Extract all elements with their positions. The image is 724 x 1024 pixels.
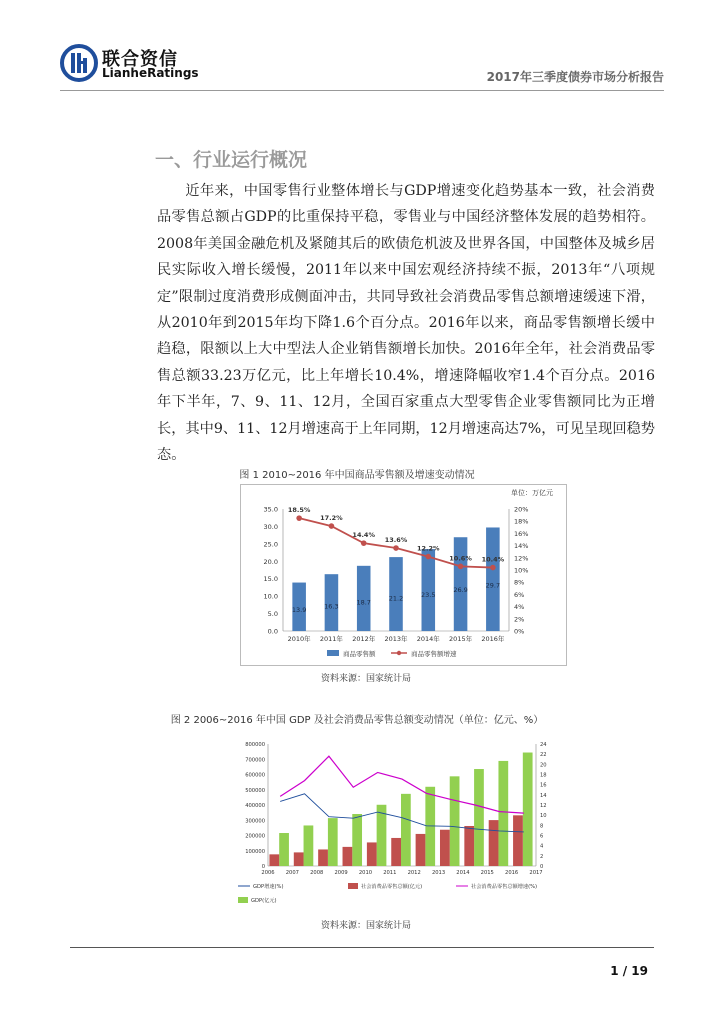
- bar-value-label: 18.7: [356, 598, 371, 607]
- growth-point: [490, 565, 496, 571]
- figure1-caption: 图 1 2010~2016 年中国商品零售额及增速变动情况: [239, 470, 475, 481]
- y2-tick-label: 16%: [514, 529, 529, 538]
- retail-bar: [440, 830, 450, 866]
- y2-tick-label: 8: [540, 823, 544, 830]
- bar: [486, 527, 500, 631]
- y2-tick-label: 20%: [514, 505, 529, 514]
- y2-tick-label: 22: [540, 752, 547, 759]
- y2-tick-label: 12%: [514, 554, 529, 563]
- growth-label: 13.6%: [384, 536, 408, 545]
- retail-bar: [318, 849, 328, 866]
- legend-swatch-line-point: [397, 651, 401, 655]
- growth-point: [329, 523, 335, 529]
- report-title: 2017年三季度债券市场分析报告: [486, 70, 664, 84]
- bar-value-label: 23.5: [421, 591, 436, 600]
- y2-tick-label: 24: [540, 742, 547, 748]
- growth-label: 10.6%: [449, 554, 472, 563]
- bar-value-label: 26.9: [453, 585, 468, 594]
- x-tick-label: 2007: [285, 870, 299, 876]
- x-tick-label: 2017: [529, 870, 543, 876]
- figure1-chart-svg: [241, 485, 566, 665]
- y2-tick-label: 0: [540, 864, 544, 870]
- y-tick-label: 15.0: [263, 575, 278, 584]
- company-logo: [60, 42, 260, 86]
- y2-tick-label: 4%: [514, 603, 525, 612]
- bar: [454, 537, 468, 631]
- x-tick-label: 2015年: [449, 635, 473, 643]
- figure2-chart: [234, 732, 570, 910]
- y2-tick-label: 16: [540, 782, 547, 789]
- y-tick-label: 700000: [245, 757, 265, 764]
- y2-tick-label: 10: [540, 813, 547, 820]
- legend-swatch-gdp: [238, 897, 248, 903]
- x-tick-label: 2014年: [416, 635, 440, 643]
- legend-label-line: 商品零售额增速: [411, 650, 457, 658]
- y-tick-label: 600000: [245, 772, 265, 779]
- y-tick-label: 30.0: [263, 522, 278, 531]
- x-tick-label: 2013: [431, 870, 446, 876]
- y2-tick-label: 18: [540, 772, 547, 779]
- gdp-bar: [450, 776, 460, 866]
- y2-tick-label: 18%: [514, 517, 529, 526]
- retail-bar: [391, 838, 401, 866]
- y-tick-label: 20.0: [263, 557, 278, 566]
- gdp-bar: [401, 794, 411, 866]
- growth-label: 17.2%: [320, 514, 343, 523]
- growth-label: 12.2%: [417, 544, 440, 553]
- x-tick-label: 2011年: [319, 635, 343, 643]
- bar: [422, 549, 436, 631]
- x-tick-label: 2016: [505, 870, 519, 876]
- figure2-source: 资料来源：国家统计局: [320, 921, 411, 931]
- retail-bar: [416, 834, 426, 866]
- legend-label-retail-growth: 社会消费品零售总额增速(%): [471, 884, 538, 890]
- y-tick-label: 400000: [245, 803, 265, 809]
- y-tick-label: 10.0: [263, 592, 278, 601]
- retail-bar: [489, 820, 499, 866]
- logo-english-name: LianheRatings: [102, 66, 199, 80]
- section-title: 一、行业运行概况: [155, 149, 308, 171]
- y2-tick-label: 4: [540, 843, 544, 850]
- retail-bar: [269, 854, 279, 866]
- bar-value-label: 29.7: [485, 581, 501, 590]
- growth-label: 10.4%: [481, 555, 505, 564]
- y2-tick-label: 6%: [514, 590, 525, 599]
- x-tick-label: 2013年: [384, 635, 408, 643]
- growth-point: [296, 515, 302, 521]
- y2-tick-label: 20: [540, 762, 547, 769]
- y2-tick-label: 0%: [514, 627, 525, 636]
- y2-tick-label: 12: [540, 803, 547, 809]
- bar-value-label: 13.9: [291, 606, 307, 615]
- x-tick-label: 2012: [407, 870, 421, 876]
- footer-divider: [70, 947, 654, 948]
- page-number: 1 / 19: [610, 964, 648, 978]
- legend-swatch-bars: [327, 650, 339, 656]
- y2-tick-label: 8%: [514, 578, 525, 587]
- retail-bar: [294, 852, 304, 866]
- legend-label-retail: 社会消费品零售总额(亿元): [361, 884, 423, 890]
- x-tick-label: 2012年: [352, 635, 376, 643]
- x-tick-label: 2011: [383, 870, 397, 876]
- retail-bar: [367, 842, 377, 866]
- growth-point: [458, 564, 464, 570]
- y-tick-label: 5.0: [267, 610, 278, 619]
- lianhe-logo-icon: [60, 44, 98, 82]
- gdp-bar: [498, 761, 508, 866]
- gdp-bar: [328, 818, 338, 866]
- gdp-bar: [352, 814, 362, 866]
- growth-point: [425, 554, 431, 560]
- retail-bar: [464, 826, 474, 866]
- header-divider: [60, 90, 664, 91]
- y-tick-label: 500000: [245, 787, 265, 794]
- gdp-bar: [474, 769, 484, 866]
- body-paragraph: 近年来，中国零售行业整体增长与GDP增速变化趋势基本一致，社会消费品零售总额占GDP的比重保持平稳，零售业与中国经济整体发展的趋势相符。2008年美国金融危机及紧随其后的欧债危机波及世界各国，中国整体及城乡居民实际收入增长缓慢，2011年以来中国宏观经济持续不振，2013年“八项规定”限制过度消费形成侧面冲击，共同导致社会消费品零售总额增速缓速下滑，从2010年到2015年均下降1.6个百分点。2016年以来，商品零售额增长缓中趋稳，限额以上大中型法人企业销售额增长加快。2016年全年，社会消费品零售总额33.23万亿元，比上年增长10.4%，增速降幅收窄1.4个百分点。2016年下半年，7、9、11、12月，全国百家重点大型零售企业零售额同比为正增长，其中9、11、12月增速高于上年同期，12月增速高达7%，可见呈现回稳势态。: [157, 183, 655, 464]
- legend-label-gdp-growth: GDP增速(%): [253, 884, 284, 890]
- y2-tick-label: 14%: [514, 542, 529, 551]
- x-tick-label: 2009: [334, 870, 348, 876]
- y-tick-label: 25.0: [263, 540, 278, 549]
- y-tick-label: 200000: [245, 833, 265, 840]
- y2-tick-label: 2%: [514, 615, 525, 624]
- page-header: [60, 42, 664, 90]
- y-tick-label: 800000: [245, 742, 265, 748]
- y-tick-label: 300000: [245, 818, 265, 825]
- retail-bar: [513, 815, 523, 866]
- y2-tick-label: 10%: [514, 566, 529, 575]
- legend-label-bars: 商品零售额: [343, 650, 376, 658]
- y-tick-label: 0.0: [267, 627, 278, 636]
- gdp-bar: [279, 833, 289, 866]
- x-tick-label: 2016年: [481, 635, 505, 643]
- figure2-chart-svg: [234, 732, 570, 910]
- x-tick-label: 2010年: [287, 635, 311, 643]
- growth-label: 14.4%: [352, 531, 375, 540]
- y2-tick-label: 6: [540, 833, 544, 840]
- x-tick-label: 2008: [310, 870, 324, 876]
- retail-bar: [343, 847, 353, 866]
- legend-label-gdp: GDP(亿元): [251, 898, 277, 904]
- gdp-bar: [523, 753, 533, 866]
- figure1-chart: [240, 484, 567, 666]
- x-tick-label: 2014: [456, 870, 470, 876]
- x-tick-label: 2006: [261, 870, 275, 876]
- growth-point: [361, 540, 367, 546]
- bar-value-label: 21.2: [388, 594, 404, 603]
- y2-tick-label: 14: [540, 792, 547, 799]
- x-tick-label: 2010: [358, 870, 373, 876]
- growth-label: 18.5%: [287, 506, 311, 515]
- y-tick-label: 0: [261, 864, 265, 870]
- y-tick-label: 35.0: [263, 505, 278, 514]
- x-tick-label: 2015: [480, 870, 494, 876]
- y-tick-label: 100000: [245, 848, 265, 855]
- y2-tick-label: 2: [540, 853, 544, 860]
- growth-point: [393, 545, 399, 551]
- figure2-caption: 图 2 2006~2016 年中国 GDP 及社会消费品零售总额变动情况（单位：亿元、%）: [170, 715, 544, 726]
- unit-note: 单位：万亿元: [511, 489, 553, 497]
- gdp-bar: [304, 825, 314, 866]
- bar-value-label: 16.3: [324, 602, 339, 611]
- figure1-source: 资料来源：国家统计局: [320, 674, 411, 684]
- logo-name: 联合资信: [102, 49, 178, 70]
- legend-swatch-retail: [348, 883, 358, 889]
